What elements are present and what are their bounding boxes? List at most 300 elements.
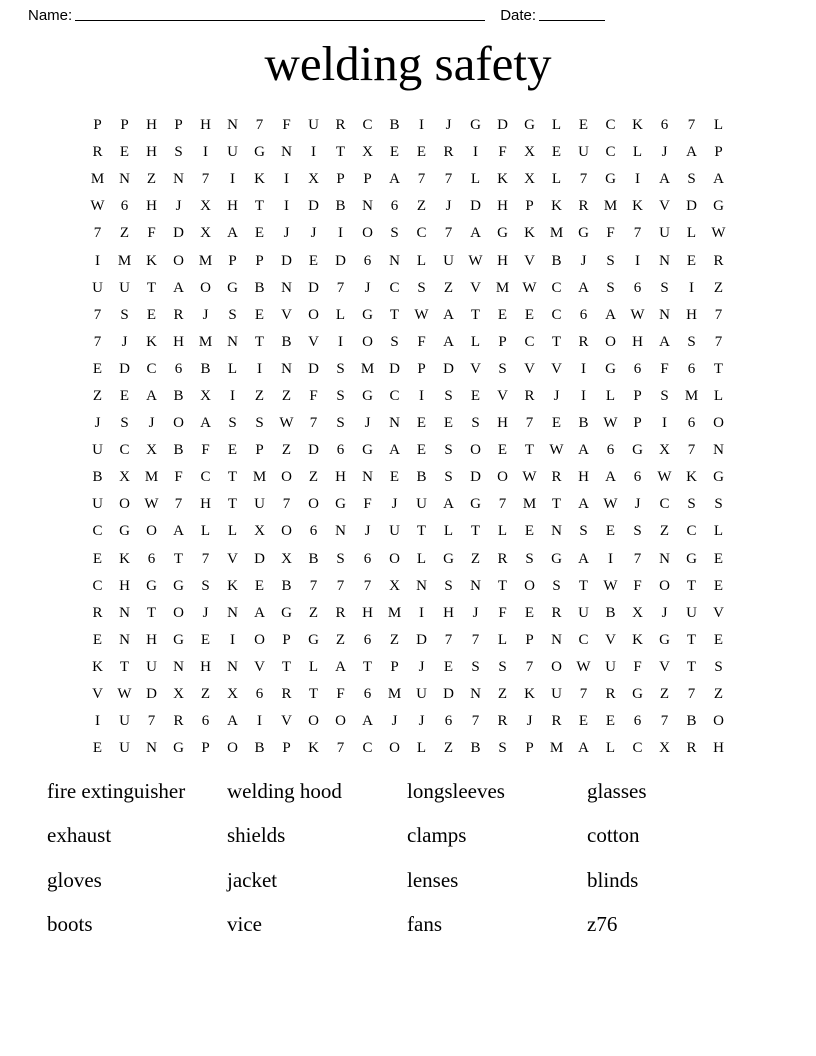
grid-cell[interactable]: Z bbox=[335, 631, 346, 648]
grid-cell[interactable]: V bbox=[524, 252, 535, 269]
grid-cell[interactable]: G bbox=[524, 117, 535, 134]
grid-cell[interactable]: N bbox=[173, 658, 184, 675]
grid-cell[interactable]: V bbox=[659, 198, 670, 215]
grid-cell[interactable]: 6 bbox=[201, 713, 210, 730]
grid-cell[interactable]: Z bbox=[659, 523, 670, 540]
grid-cell[interactable]: E bbox=[119, 144, 130, 161]
grid-cell[interactable]: N bbox=[389, 415, 400, 432]
grid-cell[interactable]: W bbox=[468, 252, 483, 269]
grid-cell[interactable]: S bbox=[633, 523, 642, 540]
grid-cell[interactable]: 6 bbox=[363, 252, 372, 269]
grid-cell[interactable]: U bbox=[146, 658, 157, 675]
grid-cell[interactable]: R bbox=[443, 144, 454, 161]
grid-cell[interactable]: D bbox=[443, 686, 454, 703]
grid-cell[interactable]: A bbox=[389, 171, 400, 188]
grid-cell[interactable]: 7 bbox=[309, 577, 318, 594]
grid-cell[interactable]: E bbox=[254, 577, 265, 594]
grid-cell[interactable]: G bbox=[362, 306, 373, 323]
grid-cell[interactable]: R bbox=[524, 387, 535, 404]
grid-cell[interactable]: S bbox=[120, 306, 129, 323]
grid-cell[interactable]: U bbox=[119, 279, 130, 296]
grid-cell[interactable]: W bbox=[657, 469, 672, 486]
grid-cell[interactable]: D bbox=[686, 198, 697, 215]
grid-cell[interactable]: E bbox=[308, 252, 319, 269]
word-list-item[interactable]: gloves bbox=[47, 867, 102, 892]
grid-cell[interactable]: N bbox=[335, 523, 346, 540]
grid-cell[interactable]: Z bbox=[254, 387, 265, 404]
grid-cell[interactable]: I bbox=[608, 550, 613, 567]
grid-cell[interactable]: B bbox=[281, 333, 292, 350]
grid-cell[interactable]: E bbox=[416, 442, 427, 459]
grid-cell[interactable]: O bbox=[335, 713, 346, 730]
grid-cell[interactable]: P bbox=[282, 740, 291, 757]
grid-cell[interactable]: S bbox=[606, 279, 615, 296]
grid-cell[interactable]: R bbox=[92, 604, 103, 621]
grid-cell[interactable]: J bbox=[310, 225, 317, 242]
grid-cell[interactable]: O bbox=[389, 740, 400, 757]
grid-cell[interactable]: G bbox=[605, 171, 616, 188]
grid-cell[interactable]: G bbox=[470, 496, 481, 513]
grid-cell[interactable]: P bbox=[633, 387, 642, 404]
grid-cell[interactable]: C bbox=[605, 144, 616, 161]
grid-cell[interactable]: S bbox=[336, 387, 345, 404]
grid-cell[interactable]: Z bbox=[659, 686, 670, 703]
grid-cell[interactable]: E bbox=[713, 577, 724, 594]
grid-cell[interactable]: E bbox=[551, 144, 562, 161]
grid-cell[interactable]: L bbox=[497, 523, 508, 540]
grid-cell[interactable]: T bbox=[362, 658, 373, 675]
grid-cell[interactable]: O bbox=[659, 577, 670, 594]
grid-cell[interactable]: M bbox=[117, 252, 132, 269]
grid-cell[interactable]: 6 bbox=[120, 198, 129, 215]
grid-cell[interactable]: S bbox=[174, 144, 183, 161]
name-input-line[interactable] bbox=[75, 9, 485, 21]
grid-cell[interactable]: U bbox=[119, 713, 130, 730]
grid-cell[interactable]: F bbox=[633, 658, 642, 675]
grid-cell[interactable]: E bbox=[254, 306, 265, 323]
grid-cell[interactable]: H bbox=[200, 496, 211, 513]
grid-cell[interactable]: 7 bbox=[147, 713, 156, 730]
grid-cell[interactable]: S bbox=[687, 171, 696, 188]
grid-cell[interactable]: C bbox=[551, 306, 562, 323]
grid-cell[interactable]: J bbox=[391, 713, 398, 730]
grid-cell[interactable]: 7 bbox=[444, 631, 453, 648]
grid-cell[interactable]: F bbox=[363, 496, 372, 513]
grid-cell[interactable]: 7 bbox=[336, 577, 345, 594]
grid-cell[interactable]: 7 bbox=[498, 496, 507, 513]
grid-cell[interactable]: W bbox=[576, 658, 591, 675]
grid-cell[interactable]: 6 bbox=[147, 550, 156, 567]
grid-cell[interactable]: E bbox=[686, 252, 697, 269]
grid-cell[interactable]: J bbox=[418, 713, 425, 730]
grid-cell[interactable]: K bbox=[119, 550, 130, 567]
grid-cell[interactable]: N bbox=[362, 198, 373, 215]
grid-cell[interactable]: P bbox=[633, 415, 642, 432]
grid-cell[interactable]: E bbox=[713, 550, 724, 567]
grid-cell[interactable]: 7 bbox=[687, 686, 696, 703]
grid-cell[interactable]: W bbox=[603, 577, 618, 594]
grid-cell[interactable]: G bbox=[173, 631, 184, 648]
grid-cell[interactable]: S bbox=[255, 415, 264, 432]
grid-cell[interactable]: E bbox=[605, 523, 616, 540]
grid-cell[interactable]: A bbox=[659, 171, 670, 188]
grid-cell[interactable]: T bbox=[146, 279, 157, 296]
grid-cell[interactable]: S bbox=[687, 496, 696, 513]
grid-cell[interactable]: V bbox=[281, 306, 292, 323]
grid-cell[interactable]: J bbox=[94, 415, 101, 432]
grid-cell[interactable]: B bbox=[281, 577, 292, 594]
grid-cell[interactable]: K bbox=[254, 171, 265, 188]
grid-cell[interactable]: T bbox=[551, 496, 562, 513]
grid-cell[interactable]: H bbox=[146, 198, 157, 215]
grid-cell[interactable]: P bbox=[525, 740, 534, 757]
grid-cell[interactable]: U bbox=[551, 686, 562, 703]
grid-cell[interactable]: R bbox=[281, 686, 292, 703]
grid-cell[interactable]: X bbox=[632, 604, 643, 621]
grid-cell[interactable]: Z bbox=[146, 171, 157, 188]
grid-cell[interactable]: O bbox=[254, 631, 265, 648]
grid-cell[interactable]: G bbox=[227, 279, 238, 296]
grid-cell[interactable]: N bbox=[659, 306, 670, 323]
grid-cell[interactable]: E bbox=[551, 415, 562, 432]
grid-cell[interactable]: U bbox=[416, 496, 427, 513]
grid-cell[interactable]: E bbox=[713, 631, 724, 648]
grid-cell[interactable]: L bbox=[713, 117, 724, 134]
grid-cell[interactable]: A bbox=[605, 306, 616, 323]
grid-cell[interactable]: W bbox=[549, 442, 564, 459]
grid-cell[interactable]: 6 bbox=[363, 550, 372, 567]
grid-cell[interactable]: G bbox=[497, 225, 508, 242]
grid-cell[interactable]: 6 bbox=[390, 198, 399, 215]
grid-cell[interactable]: 6 bbox=[363, 686, 372, 703]
grid-cell[interactable]: W bbox=[117, 686, 132, 703]
grid-cell[interactable]: U bbox=[578, 604, 589, 621]
grid-cell[interactable]: K bbox=[146, 333, 157, 350]
grid-cell[interactable]: S bbox=[120, 415, 129, 432]
grid-cell[interactable]: T bbox=[173, 550, 184, 567]
grid-cell[interactable]: U bbox=[389, 523, 400, 540]
grid-cell[interactable]: D bbox=[308, 442, 319, 459]
grid-cell[interactable]: H bbox=[200, 658, 211, 675]
grid-cell[interactable]: O bbox=[227, 740, 238, 757]
grid-cell[interactable]: A bbox=[200, 415, 211, 432]
grid-cell[interactable]: Z bbox=[443, 740, 454, 757]
grid-cell[interactable]: G bbox=[362, 387, 373, 404]
grid-cell[interactable]: S bbox=[525, 550, 534, 567]
grid-cell[interactable]: U bbox=[92, 442, 103, 459]
word-list-item[interactable]: z76 bbox=[587, 911, 618, 936]
grid-cell[interactable]: A bbox=[173, 523, 184, 540]
grid-cell[interactable]: M bbox=[549, 740, 564, 757]
grid-cell[interactable]: W bbox=[414, 306, 429, 323]
grid-cell[interactable]: I bbox=[257, 360, 262, 377]
grid-cell[interactable]: P bbox=[498, 333, 507, 350]
grid-cell[interactable]: 6 bbox=[174, 360, 183, 377]
grid-cell[interactable]: 7 bbox=[579, 686, 588, 703]
grid-cell[interactable]: L bbox=[416, 252, 427, 269]
grid-cell[interactable]: V bbox=[470, 360, 481, 377]
grid-cell[interactable]: P bbox=[93, 117, 102, 134]
grid-cell[interactable]: S bbox=[498, 360, 507, 377]
grid-cell[interactable]: T bbox=[146, 604, 157, 621]
grid-cell[interactable]: L bbox=[227, 523, 238, 540]
grid-cell[interactable]: A bbox=[578, 740, 589, 757]
grid-cell[interactable]: 6 bbox=[579, 306, 588, 323]
grid-cell[interactable]: K bbox=[632, 198, 643, 215]
grid-cell[interactable]: C bbox=[389, 387, 400, 404]
grid-cell[interactable]: C bbox=[578, 631, 589, 648]
grid-cell[interactable]: P bbox=[525, 198, 534, 215]
grid-cell[interactable]: J bbox=[202, 306, 209, 323]
grid-cell[interactable]: O bbox=[713, 415, 724, 432]
grid-cell[interactable]: J bbox=[202, 604, 209, 621]
grid-cell[interactable]: F bbox=[633, 577, 642, 594]
grid-cell[interactable]: N bbox=[119, 171, 130, 188]
grid-cell[interactable]: F bbox=[309, 387, 318, 404]
grid-cell[interactable]: J bbox=[148, 415, 155, 432]
grid-cell[interactable]: 7 bbox=[93, 306, 102, 323]
grid-cell[interactable]: K bbox=[308, 740, 319, 757]
grid-cell[interactable]: B bbox=[389, 117, 400, 134]
grid-cell[interactable]: M bbox=[495, 279, 510, 296]
grid-cell[interactable]: B bbox=[578, 415, 589, 432]
grid-cell[interactable]: 7 bbox=[282, 496, 291, 513]
grid-cell[interactable]: Z bbox=[713, 686, 724, 703]
grid-cell[interactable]: F bbox=[606, 225, 615, 242]
grid-cell[interactable]: B bbox=[173, 442, 184, 459]
grid-cell[interactable]: H bbox=[497, 198, 508, 215]
grid-cell[interactable]: E bbox=[92, 360, 103, 377]
grid-cell[interactable]: J bbox=[661, 604, 668, 621]
grid-cell[interactable]: L bbox=[200, 523, 211, 540]
grid-cell[interactable]: T bbox=[416, 523, 427, 540]
grid-cell[interactable]: A bbox=[686, 144, 697, 161]
grid-cell[interactable]: L bbox=[551, 171, 562, 188]
grid-cell[interactable]: V bbox=[551, 360, 562, 377]
grid-cell[interactable]: O bbox=[173, 252, 184, 269]
grid-cell[interactable]: V bbox=[227, 550, 238, 567]
grid-cell[interactable]: O bbox=[551, 658, 562, 675]
grid-cell[interactable]: E bbox=[470, 387, 481, 404]
grid-cell[interactable]: E bbox=[254, 225, 265, 242]
grid-cell[interactable]: G bbox=[686, 550, 697, 567]
grid-cell[interactable]: X bbox=[308, 171, 319, 188]
grid-cell[interactable]: 6 bbox=[633, 713, 642, 730]
grid-cell[interactable]: A bbox=[227, 225, 238, 242]
grid-cell[interactable]: V bbox=[254, 658, 265, 675]
grid-cell[interactable]: T bbox=[254, 333, 265, 350]
grid-cell[interactable]: H bbox=[497, 415, 508, 432]
grid-cell[interactable]: G bbox=[551, 550, 562, 567]
grid-cell[interactable]: C bbox=[200, 469, 211, 486]
grid-cell[interactable]: S bbox=[579, 523, 588, 540]
grid-cell[interactable]: 6 bbox=[633, 360, 642, 377]
grid-cell[interactable]: O bbox=[281, 469, 292, 486]
grid-cell[interactable]: J bbox=[364, 523, 371, 540]
grid-cell[interactable]: 6 bbox=[687, 415, 696, 432]
grid-cell[interactable]: O bbox=[173, 604, 184, 621]
grid-cell[interactable]: C bbox=[551, 279, 562, 296]
grid-cell[interactable]: W bbox=[522, 469, 537, 486]
grid-cell[interactable]: N bbox=[227, 604, 238, 621]
grid-cell[interactable]: Z bbox=[470, 550, 481, 567]
grid-cell[interactable]: X bbox=[227, 686, 238, 703]
grid-cell[interactable]: 7 bbox=[714, 306, 723, 323]
grid-cell[interactable]: B bbox=[470, 740, 481, 757]
grid-cell[interactable]: U bbox=[92, 496, 103, 513]
grid-cell[interactable]: P bbox=[525, 631, 534, 648]
grid-cell[interactable]: S bbox=[336, 415, 345, 432]
grid-cell[interactable]: N bbox=[470, 686, 481, 703]
grid-cell[interactable]: O bbox=[308, 496, 319, 513]
grid-cell[interactable]: E bbox=[605, 713, 616, 730]
grid-cell[interactable]: F bbox=[282, 117, 291, 134]
grid-cell[interactable]: P bbox=[336, 171, 345, 188]
grid-cell[interactable]: S bbox=[660, 387, 669, 404]
grid-cell[interactable]: D bbox=[308, 360, 319, 377]
grid-cell[interactable]: L bbox=[713, 387, 724, 404]
grid-cell[interactable]: D bbox=[335, 252, 346, 269]
grid-cell[interactable]: K bbox=[551, 198, 562, 215]
grid-cell[interactable]: 7 bbox=[579, 171, 588, 188]
grid-cell[interactable]: A bbox=[578, 279, 589, 296]
grid-cell[interactable]: W bbox=[279, 415, 294, 432]
grid-cell[interactable]: G bbox=[605, 360, 616, 377]
grid-cell[interactable]: H bbox=[227, 198, 238, 215]
grid-cell[interactable]: N bbox=[119, 631, 130, 648]
grid-cell[interactable]: T bbox=[281, 658, 292, 675]
grid-cell[interactable]: D bbox=[416, 631, 427, 648]
grid-cell[interactable]: 7 bbox=[174, 496, 183, 513]
grid-cell[interactable]: W bbox=[90, 198, 105, 215]
grid-cell[interactable]: O bbox=[308, 306, 319, 323]
grid-cell[interactable]: R bbox=[578, 333, 589, 350]
grid-cell[interactable]: V bbox=[308, 333, 319, 350]
grid-cell[interactable]: N bbox=[389, 252, 400, 269]
grid-cell[interactable]: G bbox=[308, 631, 319, 648]
grid-cell[interactable]: J bbox=[364, 279, 371, 296]
grid-cell[interactable]: T bbox=[686, 631, 697, 648]
grid-cell[interactable]: H bbox=[443, 604, 454, 621]
grid-cell[interactable]: G bbox=[362, 442, 373, 459]
grid-cell[interactable]: O bbox=[362, 225, 373, 242]
grid-cell[interactable]: M bbox=[387, 604, 402, 621]
grid-cell[interactable]: S bbox=[390, 333, 399, 350]
grid-cell[interactable]: 6 bbox=[309, 523, 318, 540]
grid-cell[interactable]: Z bbox=[281, 442, 292, 459]
grid-cell[interactable]: D bbox=[308, 279, 319, 296]
grid-cell[interactable]: L bbox=[227, 360, 238, 377]
grid-cell[interactable]: K bbox=[524, 686, 535, 703]
grid-cell[interactable]: N bbox=[173, 171, 184, 188]
grid-cell[interactable]: G bbox=[254, 144, 265, 161]
grid-cell[interactable]: F bbox=[417, 333, 426, 350]
grid-cell[interactable]: T bbox=[470, 523, 481, 540]
grid-cell[interactable]: C bbox=[416, 225, 427, 242]
grid-cell[interactable]: T bbox=[254, 198, 265, 215]
grid-cell[interactable]: G bbox=[119, 523, 130, 540]
grid-cell[interactable]: C bbox=[659, 496, 670, 513]
grid-cell[interactable]: E bbox=[524, 604, 535, 621]
grid-cell[interactable]: H bbox=[335, 469, 346, 486]
grid-cell[interactable]: D bbox=[470, 198, 481, 215]
grid-cell[interactable]: E bbox=[92, 740, 103, 757]
grid-cell[interactable]: G bbox=[281, 604, 292, 621]
grid-cell[interactable]: N bbox=[227, 333, 238, 350]
grid-cell[interactable]: O bbox=[146, 523, 157, 540]
grid-cell[interactable]: A bbox=[659, 333, 670, 350]
grid-cell[interactable]: N bbox=[362, 469, 373, 486]
grid-cell[interactable]: K bbox=[92, 658, 103, 675]
grid-cell[interactable]: L bbox=[632, 144, 643, 161]
word-list-item[interactable]: longsleeves bbox=[407, 779, 505, 803]
grid-cell[interactable]: V bbox=[713, 604, 724, 621]
grid-cell[interactable]: S bbox=[606, 252, 615, 269]
grid-cell[interactable]: 7 bbox=[471, 631, 480, 648]
grid-cell[interactable]: B bbox=[686, 713, 697, 730]
grid-cell[interactable]: S bbox=[714, 658, 723, 675]
grid-cell[interactable]: 7 bbox=[201, 171, 210, 188]
grid-cell[interactable]: 6 bbox=[633, 469, 642, 486]
grid-cell[interactable]: E bbox=[578, 713, 589, 730]
grid-cell[interactable]: E bbox=[200, 631, 211, 648]
grid-cell[interactable]: K bbox=[686, 469, 697, 486]
grid-cell[interactable]: I bbox=[419, 117, 424, 134]
grid-cell[interactable]: G bbox=[659, 631, 670, 648]
grid-cell[interactable]: T bbox=[686, 658, 697, 675]
grid-cell[interactable]: O bbox=[119, 496, 130, 513]
grid-cell[interactable]: X bbox=[389, 577, 400, 594]
grid-cell[interactable]: E bbox=[146, 306, 157, 323]
grid-cell[interactable]: L bbox=[713, 523, 724, 540]
grid-cell[interactable]: T bbox=[524, 442, 535, 459]
grid-cell[interactable]: N bbox=[227, 117, 238, 134]
grid-cell[interactable]: 7 bbox=[417, 171, 426, 188]
grid-cell[interactable]: A bbox=[713, 171, 724, 188]
grid-cell[interactable]: A bbox=[578, 442, 589, 459]
grid-cell[interactable]: A bbox=[389, 442, 400, 459]
grid-cell[interactable]: A bbox=[362, 713, 373, 730]
grid-cell[interactable]: W bbox=[522, 279, 537, 296]
grid-cell[interactable]: 6 bbox=[336, 442, 345, 459]
grid-cell[interactable]: R bbox=[605, 686, 616, 703]
grid-cell[interactable]: P bbox=[390, 658, 399, 675]
grid-cell[interactable]: N bbox=[470, 577, 481, 594]
grid-cell[interactable]: X bbox=[119, 469, 130, 486]
grid-cell[interactable]: 6 bbox=[660, 117, 669, 134]
grid-cell[interactable]: S bbox=[390, 225, 399, 242]
grid-cell[interactable]: M bbox=[198, 252, 213, 269]
grid-cell[interactable]: D bbox=[254, 550, 265, 567]
grid-cell[interactable]: U bbox=[416, 686, 427, 703]
grid-cell[interactable]: R bbox=[335, 604, 346, 621]
grid-cell[interactable]: H bbox=[578, 469, 589, 486]
grid-cell[interactable]: T bbox=[227, 496, 238, 513]
grid-cell[interactable]: B bbox=[335, 198, 346, 215]
word-list-item[interactable]: jacket bbox=[227, 867, 278, 892]
grid-cell[interactable]: S bbox=[336, 550, 345, 567]
grid-cell[interactable]: I bbox=[230, 387, 235, 404]
grid-cell[interactable]: I bbox=[95, 252, 100, 269]
grid-cell[interactable]: C bbox=[362, 117, 373, 134]
grid-cell[interactable]: A bbox=[443, 306, 454, 323]
grid-cell[interactable]: G bbox=[173, 577, 184, 594]
grid-cell[interactable]: S bbox=[228, 415, 237, 432]
grid-cell[interactable]: K bbox=[497, 171, 508, 188]
grid-cell[interactable]: Z bbox=[389, 631, 400, 648]
grid-cell[interactable]: E bbox=[416, 144, 427, 161]
grid-cell[interactable]: T bbox=[578, 577, 589, 594]
